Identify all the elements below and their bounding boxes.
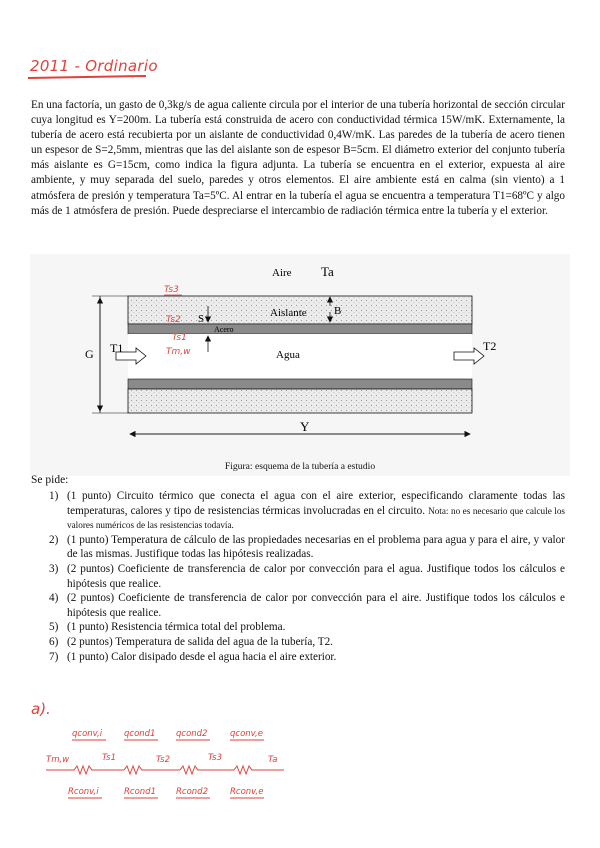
resistor-conv-e: [234, 766, 284, 774]
hand-ts2: Ts2: [166, 315, 181, 325]
problem-statement: En una factoría, un gasto de 0,3kg/s de agua caliente circula por el interior de una tubería horizontal de sección circular cuya longitud es Y=200m. La tubería está construida de acero con conductividad térmica 15W/mK. Externamente, la tubería de acero está recubierta por un aislante de conductividad 0,4W/mK. Las paredes de la tubería de acero tienen un espesor de S=2,5mm, mientras que las del aislante son de espesor B=5cm. El diámetro exterior del conjunto tubería más aislante es G=15cm, como indica la figura adjunta. La tubería se encuentra en el exterior, expuesta al aire ambiente, y muy separada del suelo, paredes y otros elementos. El aire ambiente está en calma (sin viento) a 1 atmósfera de presión y temperatura Ta=5ºC. Al entrar en la tubería el agua se encuentra a temperatura T1=68ºC y algo más de 1 atmósfera de presión. Puede despreciarse el intercambio de radiación térmica entre la tubería y el exterior.: [31, 99, 565, 217]
heat-label: qcond2: [176, 729, 208, 739]
question-item: 1) (1 punto) Circuito térmico que conecta el agua con el aire exterior, especificando claramente todas las temperaturas, calores y tipo de resistencias térmicas involucradas en el circuito. Nota: no es necesario que calcule los valores numéricos de las resistencias todavía.: [49, 490, 566, 531]
resistor-conv-i: [46, 766, 100, 774]
hand-tmw: Tm,w: [166, 347, 191, 357]
resistor-cond-2: [180, 766, 208, 774]
question-item: 7) (1 punto) Calor disipado desde el agua hacia el aire exterior.: [49, 650, 337, 663]
question-item: 6) (2 puntos) Temperatura de salida del agua de la tubería, T2.: [49, 635, 333, 648]
y-label: Y: [300, 419, 310, 434]
question-list: [31, 489, 565, 664]
temp-label: Ts3: [208, 753, 223, 763]
ta-label: Ta: [321, 264, 334, 279]
exam-title: 2011 - Ordinario: [30, 57, 158, 75]
se-pide-heading: Se pide:: [31, 474, 69, 486]
air-label: Aire: [272, 267, 292, 279]
steel-label: Acero: [214, 325, 234, 334]
temp-label: Ts1: [102, 753, 117, 763]
answer-label: a).: [31, 700, 51, 718]
resistance-label: Rconv,i: [68, 787, 99, 797]
steel-bottom: [128, 379, 472, 389]
heat-label: qconv,e: [230, 729, 263, 739]
temp-label: Ts2: [156, 755, 171, 765]
heat-label: qconv,i: [72, 729, 103, 739]
pipe-figure: [30, 254, 570, 476]
insulation-bottom: [128, 389, 472, 413]
resistor-cond-1: [124, 766, 156, 774]
s-label: S: [198, 313, 205, 325]
question-item: 2) (1 punto) Temperatura de cálculo de las propiedades necesarias en el problema para agua y para el aire, y valor de las mismas. Justifique todas las hipótesis realizadas.: [49, 533, 565, 561]
question-item: 3) (2 puntos) Coeficiente de transferencia de calor por convección para el agua. Justifique todos los cálculos e hipótesis que realice.: [49, 562, 565, 590]
figure-caption: Figura: esquema de la tubería a estudio: [224, 461, 376, 472]
resistance-label: Rcond1: [124, 787, 156, 797]
hand-ts3: Ts3: [164, 285, 179, 295]
title-underline: [28, 75, 146, 79]
t2-label: T2: [483, 339, 497, 353]
temp-label: Ta: [268, 755, 278, 765]
g-label: G: [85, 347, 94, 361]
b-label: B: [334, 305, 342, 317]
hand-ts1: Ts1: [172, 333, 187, 343]
heat-label: qcond1: [124, 729, 156, 739]
t1-label: T1: [110, 341, 124, 355]
pipe-diagram: [30, 254, 570, 476]
question-note: Nota: no es necesario que calcule los valores numéricos de las resistencias todavía.: [67, 505, 566, 531]
thermal-circuit: [40, 722, 300, 802]
resistance-label: Rconv,e: [230, 787, 264, 797]
insulation-label: Aislante: [270, 307, 307, 319]
question-item: 4) (2 puntos) Coeficiente de transferencia de calor por convección para el aire. Justifique todos los cálculos e hipótesis que realice.: [49, 592, 565, 619]
water-label: Agua: [276, 349, 300, 361]
temp-label: Tm,w: [46, 755, 70, 765]
question-item: 5) (1 punto) Resistencia térmica total del problema.: [49, 621, 286, 634]
resistance-label: Rcond2: [176, 787, 208, 797]
